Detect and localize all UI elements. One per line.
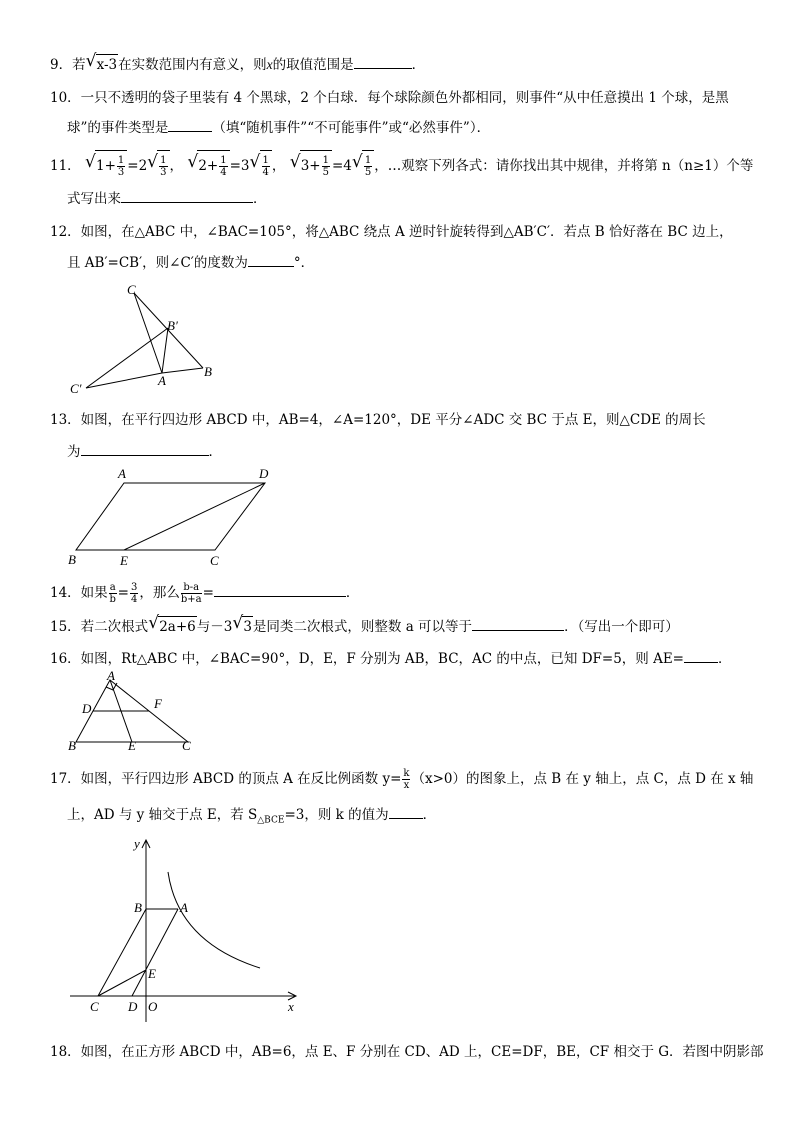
question-12: 12．如图，在△ABC 中，∠BAC=105°，将△ABC 绕点 A 逆时针旋转得到△AB′C′．若点 B 恰好落在 BC 边上，	[50, 224, 733, 240]
label-B: B	[68, 738, 76, 753]
label-D: D	[128, 999, 138, 1014]
label-A: A	[118, 466, 126, 481]
answer-blank[interactable]	[81, 441, 209, 456]
label-F: F	[154, 696, 162, 711]
figure-12-triangle	[60, 280, 230, 400]
label-E: E	[120, 553, 128, 568]
question-16: 16．如图，Rt△ABC 中，∠BAC=90°，D，E，F 分别为 AB，BC，AC 的中点，已知 DF=5，则 AE= ．	[50, 648, 732, 669]
label-A: A	[180, 900, 188, 915]
label-B-prime: B′	[167, 318, 178, 333]
label-B: B	[134, 900, 142, 915]
question-10: 10．一只不透明的袋子里装有 4 个黑球，2 个白球．每个球除颜色外都相同，则事件“从中任意摸出 1 个球，是黑	[50, 90, 729, 106]
label-B: B	[68, 552, 76, 567]
label-E: E	[148, 966, 156, 981]
question-9: 9．若√ x-3在实数范围内有意义，则x的取值范围是 ．	[50, 54, 425, 75]
answer-blank[interactable]	[472, 616, 564, 631]
figure-17-coordinate-plane	[60, 832, 310, 1032]
label-A: A	[107, 670, 115, 683]
label-A: A	[158, 373, 166, 388]
answer-blank[interactable]	[389, 804, 423, 819]
question-17: 17．如图，平行四边形 ABCD 的顶点 A 在反比例函数 y= $\frac{k}{x}$ （x>0）的图象上，点 B 在 y 轴上，点 C，点 D 在 x 轴	[50, 768, 754, 791]
answer-blank[interactable]	[684, 648, 718, 663]
figure-13-parallelogram	[62, 462, 282, 572]
radical: √ 2+ $\frac{1}{4}$	[188, 150, 229, 181]
label-C: C	[90, 999, 99, 1014]
question-10-line2: 球”的事件类型是 （填“随机事件”“不可能事件”或“必然事件”）．	[67, 117, 490, 138]
answer-blank[interactable]	[168, 117, 212, 132]
question-17-line2: 上，AD 与 y 轴交于点 E，若 $S_{\triangle BCE}=3$，则 k 的值为 ．	[67, 804, 436, 831]
answer-blank[interactable]	[248, 252, 294, 267]
label-x: x	[288, 999, 294, 1014]
question-11-line2: 式写出来 ．	[67, 188, 267, 209]
radical: √ 3+ $\frac{1}{5}$	[291, 150, 332, 181]
question-15: 15．若二次根式√ 2a+6与－3√ 3是同类二次根式，则整数 a 可以等于 ．（写出一个即可）	[50, 616, 679, 637]
label-D: D	[259, 466, 269, 481]
label-C: C	[210, 553, 219, 568]
label-C-prime: C′	[70, 381, 82, 396]
label-B: B	[204, 364, 212, 379]
answer-blank[interactable]	[214, 582, 346, 597]
answer-blank[interactable]	[354, 54, 412, 69]
question-13-line2: 为 ．	[67, 441, 222, 462]
question-13: 13．如图，在平行四边形 ABCD 中，AB=4，∠A=120°，DE 平分∠ADC 交 BC 于点 E，则△CDE 的周长	[50, 412, 706, 428]
label-C: C	[127, 282, 136, 297]
label-E: E	[128, 738, 136, 753]
radical: √ x-3	[87, 54, 119, 75]
label-O: O	[148, 999, 158, 1014]
radical: √ 1+ $\frac{1}{3}$	[86, 150, 127, 181]
label-D: D	[82, 701, 92, 716]
question-11: 11． √ 1+ $\frac{1}{3}$ =2 √ $\frac{1}{3}$ ， √ 2+ $\frac{1}{4}$ =3 √ $\frac{1}{4}$ ， √ 3+ $\frac{1}{5}$ =4 √ $\frac{1}{5}$ ，…观察下列各式：请你找出其中规律，并将第 n（n≥1）个等	[50, 150, 753, 181]
label-C: C	[182, 738, 191, 753]
figure-16-right-triangle	[62, 670, 202, 755]
question-12-line2: 且 AB′=CB′，则∠C′的度数为 °．	[67, 252, 314, 273]
question-14: 14．如果 $\frac{a}{b}$ = $\frac{3}{4}$ ，那么 $\frac{b-a}{b+a}$ = ．	[50, 582, 360, 605]
answer-blank[interactable]	[121, 188, 253, 203]
label-y: y	[134, 836, 140, 851]
question-18: 18．如图，在正方形 ABCD 中，AB=6，点 E、F 分别在 CD、AD 上，CE=DF，BE，CF 相交于 G．若图中阴影部	[50, 1044, 764, 1060]
